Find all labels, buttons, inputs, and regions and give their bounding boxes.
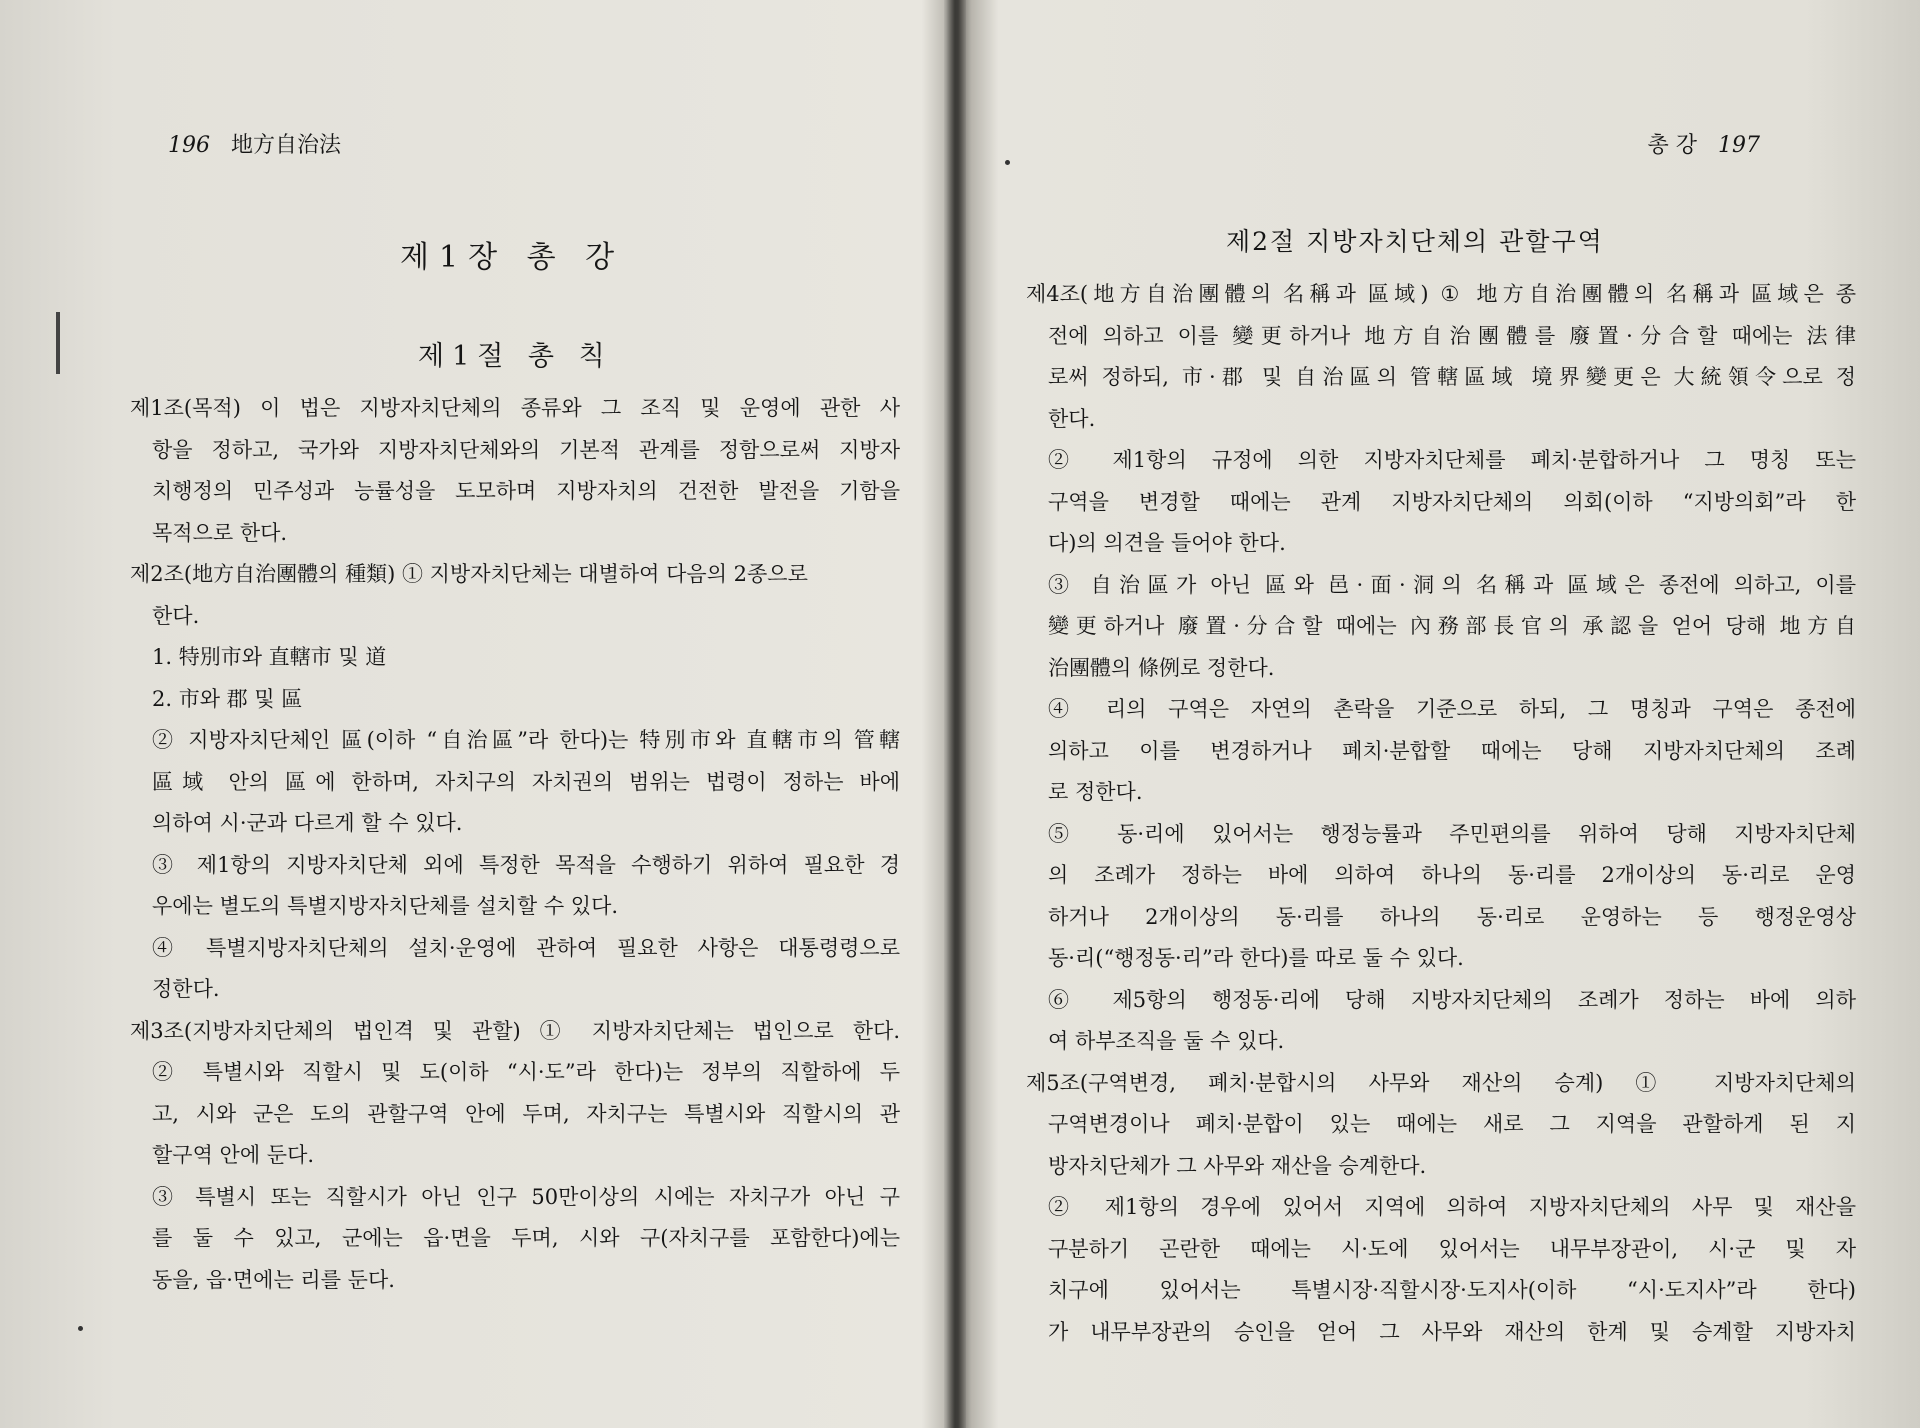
running-head — [168, 128, 355, 159]
text-line: 한다. — [1048, 406, 1096, 431]
text-line: 의하고 이를 변경하거나 폐치·분합할 때에는 당해 지방자치단체의 조례 — [1048, 738, 1856, 763]
text-line: 의 조례가 정하는 바에 의하여 하나의 동·리를 2개이상의 동·리로 운영 — [1048, 863, 1856, 887]
text-line: 치구에 있어서는 특별시장·직할시장·도지사(이하 “시·도지사”라 한다) — [1048, 1278, 1856, 1302]
right-page — [966, 0, 1920, 1428]
text-line: 다)의 의견을 들어야 한다. — [1048, 531, 1286, 555]
text-line: 우에는 별도의 특별지방자치단체를 설치할 수 있다. — [152, 894, 619, 918]
text-line: ③ 제1항의 지방자치단체 외에 특정한 목적을 수행하기 위하여 필요한 경 — [152, 852, 900, 877]
text-line: 제5조(구역변경, 폐치·분합시의 사무와 재산의 승계) ① 지방자치단체의 — [1026, 1070, 1856, 1095]
text-line: 1. 特別市와 直轄市 및 道 — [152, 645, 387, 669]
text-line: ② 제1항의 규정에 의한 지방자치단체를 폐치·분합하거나 그 명칭 또는 — [1048, 448, 1856, 472]
book-spine — [944, 0, 966, 1428]
text-line: 區域 안의 區에 한하며, 자치구의 자치권의 범위는 법령이 정하는 바에 — [152, 769, 900, 794]
text-line: 항을 정하고, 국가와 지방자치단체와의 기본적 관계를 정함으로써 지방자 — [152, 437, 900, 462]
text-line: 구역변경이나 폐치·분합이 있는 때에는 새로 그 지역을 관할하게 된 지 — [1048, 1112, 1856, 1136]
text-line: 變更하거나 廢置·分合할 때에는 內務部長官의 承認을 얻어 당해 地方自 — [1048, 614, 1856, 638]
text-line: 2. 市와 郡 및 區 — [152, 686, 303, 711]
chapter-title-running: 총 강 — [1647, 133, 1697, 158]
section-title: 제1절 총 칙 — [418, 341, 613, 372]
text-line: 동을, 읍·면에는 리를 둔다. — [152, 1267, 395, 1292]
text-line: 하거나 2개이상의 동·리를 하나의 동·리로 운영하는 등 행정운영상 — [1048, 904, 1856, 929]
text-line: 정한다. — [152, 977, 220, 1001]
text-line: 제1조(목적) 이 법은 지방자치단체의 종류와 그 조직 및 운영에 관한 사 — [130, 396, 900, 420]
running-head — [1648, 128, 1775, 159]
text-line: 할구역 안에 둔다. — [152, 1143, 315, 1167]
body-text — [1026, 274, 1856, 1353]
text-line: 제2조(地方自治團體의 種類) ① 지방자치단체는 대별하여 다음의 2종으로 — [130, 562, 808, 586]
text-line: 여 하부조직을 둘 수 있다. — [1048, 1029, 1285, 1053]
text-line: 전에 의하고 이를 變更하거나 地方自治團體를 廢置·分合할 때에는 法律 — [1048, 323, 1856, 348]
body-text — [130, 388, 900, 1301]
text-line: 가 내무부장관의 승인을 얻어 그 사무와 재산의 한계 및 승계할 지방자치 — [1048, 1319, 1856, 1344]
text-line: 의하여 시·군과 다르게 할 수 있다. — [152, 811, 463, 835]
text-line: 를 둘 수 있고, 군에는 읍·면을 두며, 시와 구(자치구를 포함한다)에는 — [152, 1226, 900, 1250]
text-line: 구분하기 곤란한 때에는 시·도에 있어서는 내무부장관이, 시·군 및 자 — [1048, 1236, 1856, 1261]
text-line: ④ 리의 구역은 자연의 촌락을 기준으로 하되, 그 명칭과 구역은 종전에 — [1048, 697, 1856, 721]
text-line: ⑤ 동·리에 있어서는 행정능률과 주민편의를 위하여 당해 지방자치단체 — [1048, 821, 1856, 846]
text-line: 동·리(“행정동·리”라 한다)를 따로 둘 수 있다. — [1048, 946, 1464, 970]
section-title: 제2절 지방자치단체의 관할구역 — [1226, 227, 1604, 256]
text-line: 로써 정하되, 市·郡 및 自治區의 管轄區域 境界變更은 大統領令으로 정 — [1048, 365, 1856, 389]
text-line: ③ 自治區가 아닌 區와 邑·面·洞의 名稱과 區域은 종전에 의하고, 이를 — [1048, 572, 1856, 597]
text-line: ② 특별시와 직할시 및 도(이하 “시·도”라 한다)는 정부의 직할하에 두 — [152, 1060, 900, 1084]
text-line: ③ 특별시 또는 직할시가 아닌 인구 50만이상의 시에는 자치구가 아닌 구 — [152, 1184, 900, 1209]
page-number: 197 — [1718, 133, 1760, 158]
chapter-title: 제1장 총 강 — [400, 240, 625, 275]
text-line: 治團體의 條例로 정한다. — [1048, 655, 1275, 680]
text-line: 치행정의 민주성과 능률성을 도모하며 지방자치의 건전한 발전을 기함을 — [152, 479, 900, 503]
book-title: 地方自治法 — [231, 133, 342, 158]
text-line: ⑥ 제5항의 행정동·리에 당해 지방자치단체의 조례가 정하는 바에 의하 — [1048, 987, 1856, 1012]
text-line: ② 제1항의 경우에 있어서 지역에 의하여 지방자치단체의 사무 및 재산을 — [1048, 1195, 1856, 1219]
text-line: ② 지방자치단체인 區(이하 “自治區”라 한다)는 特別市와 直轄市의 管轄 — [152, 728, 900, 752]
text-line: ④ 특별지방자치단체의 설치·운영에 관하여 필요한 사항은 대통령령으로 — [152, 935, 900, 960]
page-number: 196 — [168, 133, 210, 158]
text-line: 제4조(地方自治團體의 名稱과 區域) ① 地方自治團體의 名稱과 區域은 종 — [1026, 282, 1856, 306]
text-line: 방자치단체가 그 사무와 재산을 승계한다. — [1048, 1153, 1427, 1178]
text-line: 로 정한다. — [1048, 780, 1143, 804]
left-page — [0, 0, 944, 1428]
text-line: 고, 시와 군은 도의 관할구역 안에 두며, 자치구는 특별시와 직할시의 관 — [152, 1101, 900, 1126]
text-line: 구역을 변경할 때에는 관계 지방자치단체의 의회(이하 “지방의회”라 한 — [1048, 489, 1856, 514]
text-line: 제3조(지방자치단체의 법인격 및 관할) ① 지방자치단체는 법인으로 한다. — [130, 1018, 900, 1043]
text-line: 목적으로 한다. — [152, 520, 288, 545]
text-line: 한다. — [152, 603, 200, 628]
